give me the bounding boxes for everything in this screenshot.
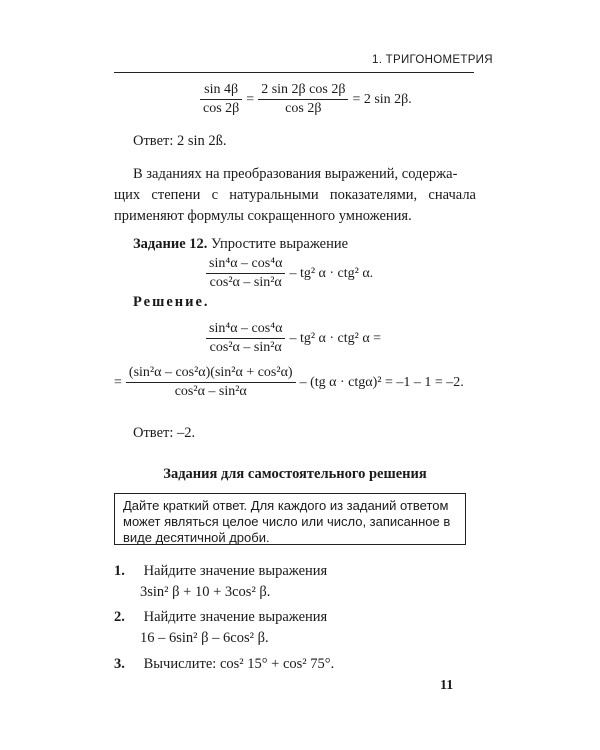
answer-1-value: 2 sin 2ß. — [177, 133, 227, 149]
solution-label: Решение. — [133, 294, 210, 310]
task-12-denominator: cos²α – sin²α — [209, 275, 282, 290]
formula-sin4b — [198, 82, 414, 117]
solution-1-numerator: sin⁴α – cos⁴α — [206, 321, 285, 339]
exercise-2 — [114, 607, 327, 649]
formula1-equals: = — [246, 91, 255, 107]
formula1-lhs-numerator: sin 4β — [200, 82, 242, 100]
header-rule — [114, 72, 474, 73]
instruction-line-3: виде десятичной дроби. — [123, 530, 270, 545]
solution-line-2 — [112, 365, 466, 400]
intro-line-1: В заданиях на преобразования выражений, содержа- — [133, 166, 458, 182]
solution-1-tail: – tg² α · ctg² α = — [289, 330, 382, 346]
task-12-label: Задание 12. — [133, 236, 208, 252]
exercise-2-expression: 16 – 6sin² β – 6cos² β. — [140, 630, 269, 646]
formula1-lhs-denominator: cos 2β — [203, 101, 240, 116]
exercise-2-number: 2. — [114, 609, 125, 625]
task-12-text: Упростите выражение — [211, 236, 349, 252]
intro-line-3: применяют формулы сокращенного умножения. — [114, 208, 412, 224]
section-title: Задания для самостоятельного решения — [163, 466, 427, 482]
formula1-result: = 2 sin 2β. — [352, 91, 412, 107]
intro-paragraph — [114, 164, 476, 227]
formula1-mid-denominator: cos 2β — [285, 101, 322, 116]
exercise-1-number: 1. — [114, 563, 125, 579]
solution-line-1 — [204, 321, 383, 356]
answer-2 — [133, 423, 195, 444]
formula1-mid-numerator: 2 sin 2β cos 2β — [258, 82, 348, 100]
solution-2-tail: – (tg α · ctgα)² = –1 – 1 = –2. — [299, 374, 464, 390]
solution-2-denominator: cos²α – sin²α — [174, 384, 247, 399]
task-12-heading — [133, 234, 348, 255]
intro-line-2: щих степени с натуральными показателями, сначала — [114, 187, 476, 203]
solution-2-lead: = — [114, 374, 122, 390]
exercise-1 — [114, 561, 327, 603]
solution-2-numerator: (sin²α – cos²α)(sin²α + cos²α) — [126, 365, 296, 383]
running-header: 1. ТРИГОНОМЕТРИЯ — [372, 54, 493, 66]
instruction-line-2: может являться целое число или число, записанное в — [123, 514, 451, 529]
exercise-3 — [114, 654, 334, 675]
task-12-numerator: sin⁴α – cos⁴α — [206, 256, 285, 274]
page-number: 11 — [440, 678, 454, 693]
task-12-expression — [204, 256, 375, 291]
exercise-1-text: Найдите значение выражения — [143, 563, 328, 579]
exercise-3-number: 3. — [114, 656, 125, 672]
exercise-3-text: Вычислите: cos² 15° + cos² 75°. — [143, 656, 335, 672]
instruction-box — [114, 493, 466, 545]
answer-1-label: Ответ: — [133, 133, 174, 149]
instruction-line-1: Дайте краткий ответ. Для каждого из заданий ответом — [123, 498, 449, 513]
answer-2-value: –2. — [177, 425, 196, 441]
solution-1-denominator: cos²α – sin²α — [209, 340, 282, 355]
answer-2-label: Ответ: — [133, 425, 174, 441]
exercise-1-expression: 3sin² β + 10 + 3cos² β. — [140, 584, 271, 600]
task-12-tail: – tg² α · ctg² α. — [289, 265, 374, 281]
answer-1 — [133, 131, 227, 152]
exercise-2-text: Найдите значение выражения — [143, 609, 328, 625]
